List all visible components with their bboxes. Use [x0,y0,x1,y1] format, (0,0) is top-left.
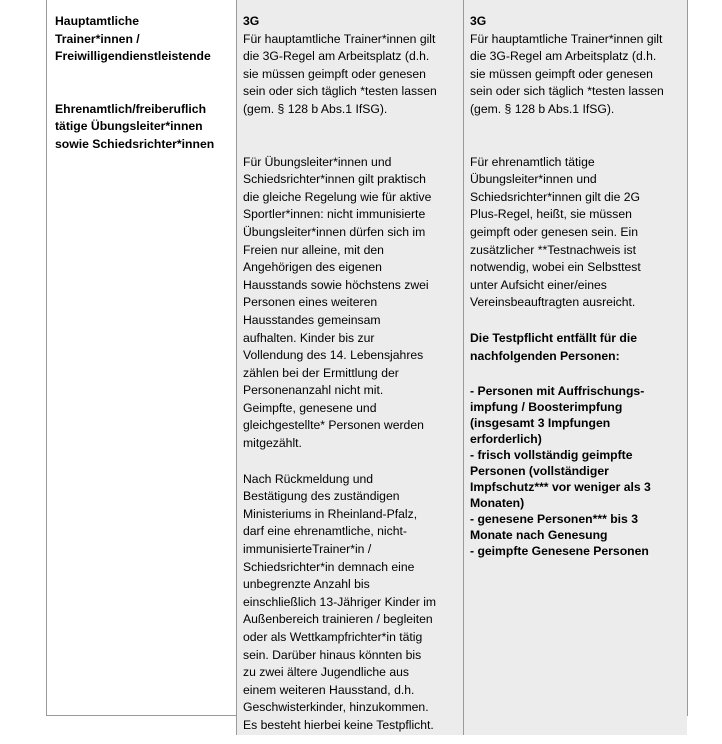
text-line: Sportler*innen: nicht immunisierte [243,207,426,222]
text-line: Für hauptamtliche Trainer*innen gilt [470,31,663,46]
text-line: unbegrenzte Anzahl bis [243,577,370,592]
text-line: Außenbereich trainieren / begleiten [243,612,433,627]
text-line: oder als Wettkampfrichter*in tätig [243,630,423,644]
text-line: - geimpfte Genesene Personen [470,544,649,559]
text-line: Schiedsrichter*in demnach eine [243,559,415,574]
text-line: Ehrenamtlich/freiberuflich [55,101,207,116]
text-line: Personenanzahl nicht mit. [243,383,384,398]
text-line: (gem. § 128 b Abs.1 IfSG). [243,101,388,116]
cell-ehrenamtlich-rules-b [470,154,683,560]
text-line: sowie Schiedsrichter*innen [55,136,215,151]
text-line: Für ehrenamtlich tätige [470,154,595,169]
text-line: Hausstands sowie höchstens zwei [243,277,429,292]
text-line: zu zwei ältere Jugendliche aus [243,665,409,680]
row-label-ehrenamtlich [55,101,232,154]
text-line: Hauptamtliche [55,14,139,28]
text-line: immunisierteTrainer*in / [243,542,372,557]
text-line: Es besteht hierbei keine Testpflicht. [243,717,434,732]
text-line: darf eine ehrenamtliche, nicht- [243,524,407,539]
text-line: Monaten) [470,496,525,511]
text-line: - genesene Personen*** bis 3 [470,512,638,527]
text-line: zusätzlicher **Testnachweis ist [470,242,636,257]
text-line: zählen bei der Ermittlung der [243,365,399,380]
text-line: nachfolgenden Personen: [470,348,620,363]
text-line: Personen eines weiteren [243,295,378,310]
text-line: Personen (vollständiger [470,464,609,479]
text-line: Vereinsbeauftragten ausreicht. [470,295,636,310]
row-label-hauptamtliche [55,13,232,66]
text-line: sie müssen geimpft oder genesen [243,66,426,81]
text-line: die gleiche Regelung wie für aktive [243,189,432,204]
text-line: Hausstandes gemeinsam [243,312,381,327]
text-line: geimpft oder genesen sein. Ein [470,224,639,239]
text-line: Vollendung des 14. Lebensjahres [243,348,424,363]
text-line: Geimpfte, genesene und [243,400,377,415]
text-line: gleichgestellte* Personen werden [243,418,424,433]
text-line: - frisch vollständig geimpfte [470,448,633,463]
text-line: sie müssen geimpft oder genesen [470,66,653,81]
text-line: Für hauptamtliche Trainer*innen gilt [243,31,436,46]
text-line: Geschwisterkinder, hinzukommen. [243,700,429,715]
text-line: Schiedsrichter*innen gilt praktisch [243,172,426,187]
text-line: Die Testpflicht entfällt für die [470,330,638,345]
text-line: Für Übungsleiter*innen und [243,154,392,169]
text-line: sein oder sich täglich *testen lassen [243,84,437,99]
text-line: die 3G-Regel am Arbeitsplatz (d.h. [243,49,430,64]
text-line: Plus-Regel, heißt, sie müssen [470,207,632,222]
text-line: Angehörigen des eigenen [243,260,382,275]
text-line: mitgezählt. [243,436,302,451]
text-line: Impfschutz*** vor weniger als 3 [470,480,651,495]
text-line: (gem. § 128 b Abs.1 IfSG). [470,101,615,116]
text-line: Schiedsrichter*innen gilt die 2G [470,189,641,204]
text-line: impfung / Boosterimpfung [470,400,623,415]
text-line: unter Aufsicht einer/eines [470,277,607,292]
text-line: Freiwilligendienstleistende [55,49,211,64]
rule-heading: 3G [243,14,260,28]
text-line: tätige Übungsleiter*innen [55,119,203,134]
text-line: Bestätigung des zuständigen [243,489,400,504]
text-line: Monate nach Genesung [470,528,608,543]
text-line: einschließlich 13-Jähriger Kinder im [243,594,437,609]
text-line: Nach Rückmeldung und [243,471,374,486]
text-line: aufhalten. Kinder bis zur [243,330,375,345]
cell-hauptamtliche-rules-b [470,13,683,119]
column-rules-b [463,0,687,735]
text-line: sein oder sich täglich *testen lassen [470,84,664,99]
text-line: einem weiteren Hausstand, d.h. [243,682,415,697]
regulations-table [46,0,688,732]
text-line: notwendig, wobei ein Selbsttest [470,260,641,275]
cell-ehrenamtlich-rules-a [243,154,459,735]
text-line: (insgesamt 3 Impfungen [470,416,611,431]
text-line: Übungsleiter*innen dürfen sich im [243,224,426,239]
cell-hauptamtliche-rules-a [243,13,459,119]
rule-heading: 3G [470,14,487,28]
text-line: die 3G-Regel am Arbeitsplatz (d.h. [470,49,657,64]
text-line: Freien nur alleine, mit den [243,242,384,257]
text-line: sein. Darüber hinaus könnten bis [243,647,422,662]
text-line: - Personen mit Auffrischungs- [470,384,645,399]
text-line: Übungsleiter*innen und [470,172,597,187]
column-group [47,0,236,735]
text-line: Ministeriums in Rheinland-Pfalz, [243,506,418,521]
text-line: erforderlich) [470,432,542,447]
text-line: Trainer*innen / [55,31,140,46]
column-rules-a [236,0,463,735]
